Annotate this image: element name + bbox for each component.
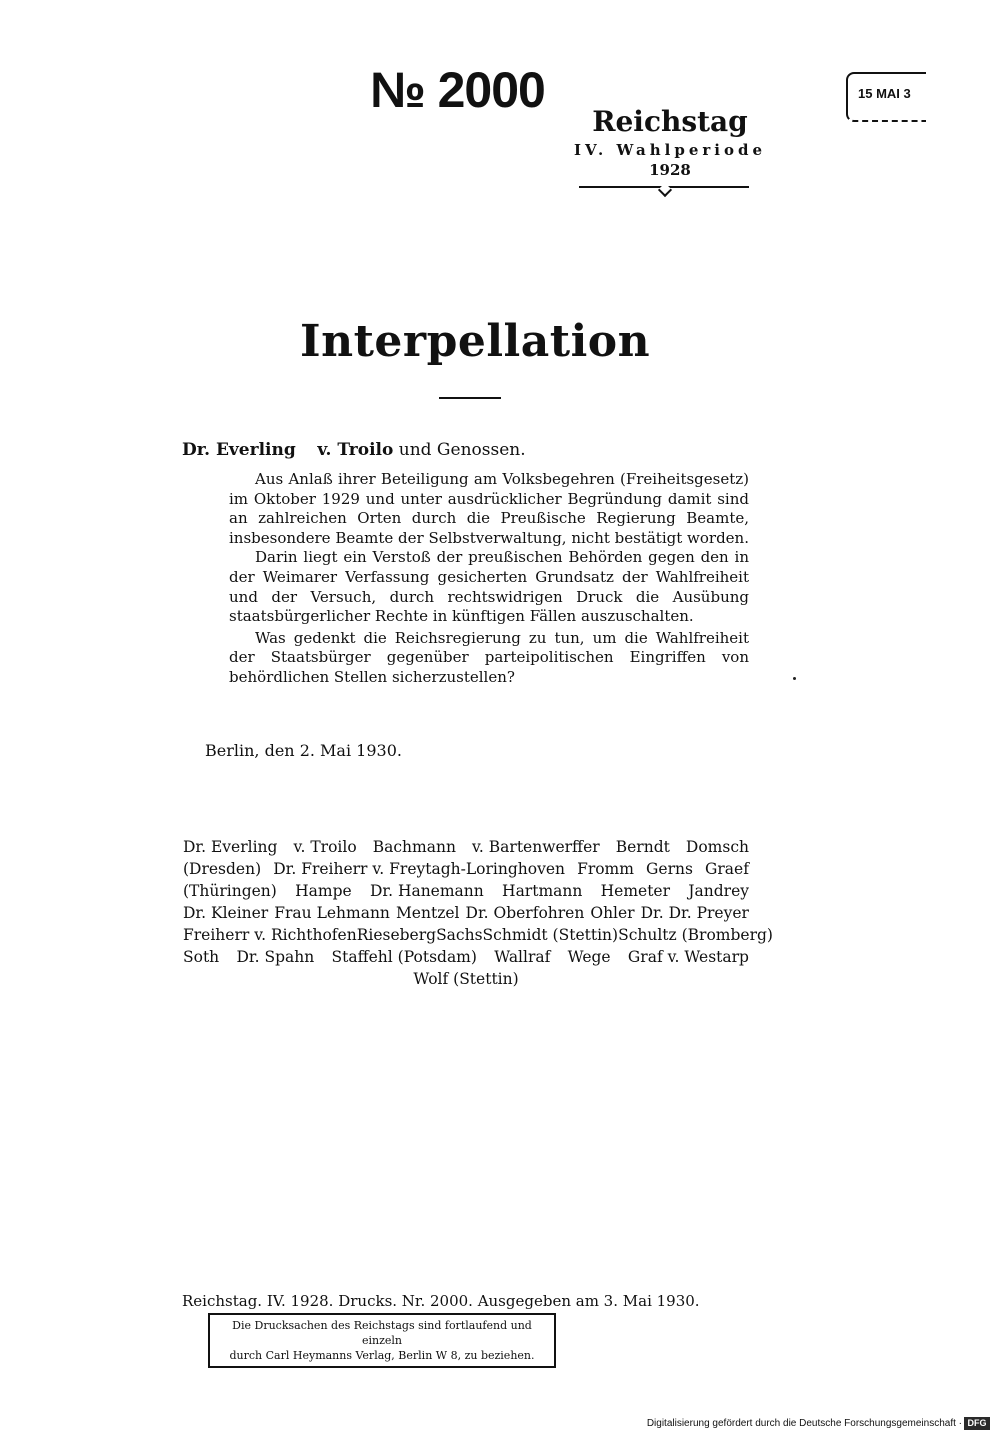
signatory-name: Berndt bbox=[615, 838, 670, 856]
submitter-1: Dr. Everling bbox=[182, 440, 296, 460]
signatory-name: Hampe bbox=[295, 882, 352, 900]
body-paragraph-1: Aus Anlaß ihrer Beteiligung am Volksbegehren (Freiheitsgesetz) im Oktober 1929 und unter ausdrücklicher Begründung damit sind an zahlreichen Orten durch die Preußische Regierung Beamte, insbesondere Beamte der Selbstverwaltung, nicht bestätigt worden. bbox=[229, 470, 749, 547]
signatory-line bbox=[183, 968, 749, 990]
signatory-name: Dr. Freiherr v. Freytagh-Loringhoven bbox=[273, 860, 565, 878]
signatory-name: Jandrey bbox=[688, 882, 749, 900]
dfg-logo: DFG bbox=[964, 1417, 990, 1430]
signatory-name: Fromm bbox=[577, 860, 634, 878]
title-divider bbox=[439, 397, 501, 399]
signatory-name: Dr. Kleiner bbox=[183, 904, 269, 922]
signatory-name: Dr. Hanemann bbox=[369, 882, 484, 900]
signatory-name: Rieseberg bbox=[356, 926, 437, 944]
signatory-name: Graef bbox=[705, 860, 749, 878]
footer-imprint: Reichstag. IV. 1928. Drucks. Nr. 2000. Ausgegeben am 3. Mai 1930. bbox=[182, 1292, 700, 1310]
signatory-name: Dr. Dr. Preyer bbox=[640, 904, 749, 922]
signatory-name: Freiherr v. Richthofen bbox=[183, 926, 357, 944]
stamp-text: 15 MAI 3 bbox=[858, 86, 911, 101]
submitters-suffix: und Genossen. bbox=[398, 440, 526, 460]
digitization-credit: Digitalisierung gefördert durch die Deutsche Forschungsgemeinschaft · bbox=[646, 1418, 962, 1429]
signatory-name: Wege bbox=[567, 948, 611, 966]
publisher-notice bbox=[208, 1313, 556, 1368]
signatory-name: Frau Lehmann bbox=[274, 904, 390, 922]
signatory-name: Dr. Spahn bbox=[236, 948, 315, 966]
signatory-name: Graf v. Westarp bbox=[627, 948, 749, 966]
signatory-name: Dr. Everling bbox=[183, 838, 278, 856]
signatory-name: Schultz (Bromberg) bbox=[618, 926, 773, 944]
signatory-name: (Dresden) bbox=[183, 860, 262, 878]
body-paragraph-3: Was gedenkt die Reichsregierung zu tun, um die Wahlfreiheit der Staatsbürger gegenüber parteipolitischen Eingriffen von behördlichen Stellen sicherzustellen? bbox=[229, 628, 749, 686]
signatory-name: Wolf (Stettin) bbox=[413, 970, 519, 988]
place-date: Berlin, den 2. Mai 1930. bbox=[205, 741, 402, 760]
signatory-name: Dr. Oberfohren bbox=[465, 904, 585, 922]
interpellation-body bbox=[229, 470, 749, 688]
signatory-name: v. Bartenwerffer bbox=[472, 838, 600, 856]
signatory-name: Domsch bbox=[685, 838, 749, 856]
signatory-line bbox=[183, 924, 773, 946]
signatory-name: Staffehl (Potsdam) bbox=[331, 948, 477, 966]
document-title: Interpellation bbox=[300, 316, 651, 367]
submitter-2: v. Troilo bbox=[317, 440, 394, 460]
body-paragraph-2: Darin liegt ein Verstoß der preußischen Behörden gegen den in der Weimarer Verfassung gesicherten Grundsatz der Wahlfreiheit und der Versuch, durch rechtswidrigen Druck die Ausübung staatsbürgerlicher Rechte in künftigen Fällen auszuschalten. bbox=[229, 548, 749, 626]
signatory-name: Sachs bbox=[436, 926, 483, 944]
signatory-name: Hartmann bbox=[502, 882, 583, 900]
signatory-name: Hemeter bbox=[600, 882, 671, 900]
signatory-name: Mentzel bbox=[395, 904, 460, 922]
print-speck bbox=[793, 677, 796, 680]
signatory-name: Bachmann bbox=[372, 838, 456, 856]
signatory-line bbox=[183, 902, 749, 924]
wahlperiode: IV. Wahlperiode bbox=[573, 141, 766, 159]
receipt-stamp bbox=[846, 72, 926, 122]
signatory-name: (Thüringen) bbox=[183, 882, 277, 900]
publisher-line-1: Die Drucksachen des Reichstags sind fortlaufend und einzeln bbox=[232, 1319, 532, 1347]
signatory-line bbox=[183, 858, 749, 880]
signatory-name: Soth bbox=[183, 948, 220, 966]
document-number: № 2000 bbox=[370, 62, 545, 118]
signatory-name: Ohler bbox=[590, 904, 635, 922]
signatories bbox=[183, 836, 773, 990]
signatory-line bbox=[183, 946, 749, 968]
signatory-line bbox=[183, 880, 749, 902]
signatory-name: Wallraf bbox=[494, 948, 551, 966]
publisher-line-2: durch Carl Heymanns Verlag, Berlin W 8, zu beziehen. bbox=[229, 1349, 535, 1362]
signatory-name: Schmidt (Stettin) bbox=[482, 926, 619, 944]
signatory-name: Gerns bbox=[646, 860, 693, 878]
reichstag-title: Reichstag bbox=[592, 105, 748, 138]
reichstag-header bbox=[560, 104, 780, 180]
signatory-name: v. Troilo bbox=[293, 838, 357, 856]
header-year: 1928 bbox=[649, 161, 691, 179]
submitters-line bbox=[182, 440, 526, 460]
signatory-line bbox=[183, 836, 749, 858]
